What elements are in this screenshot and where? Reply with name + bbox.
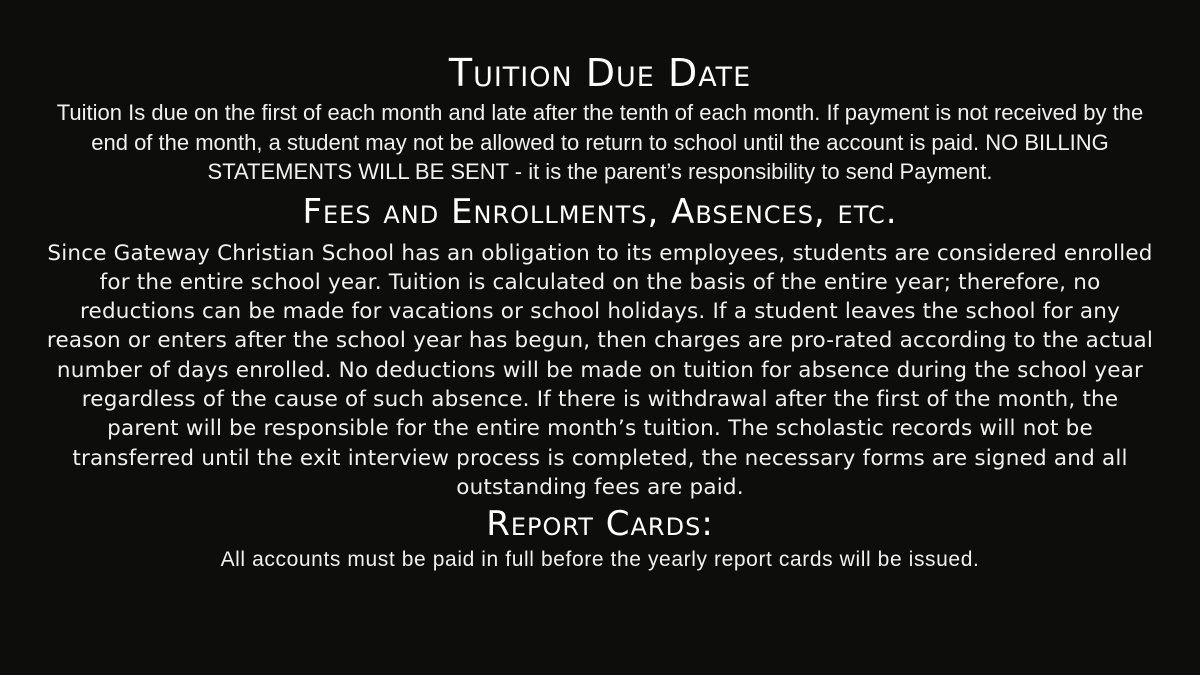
fees-enrollments-heading: Fees and Enrollments, Absences, etc. (302, 191, 898, 232)
tuition-due-date-text (45, 98, 1155, 187)
no-billing-statements-notice: NO BILLING STATEMENTS WILL BE SENT (207, 129, 1109, 184)
report-cards-text: All accounts must be paid in full before the yearly report cards will be issued. (220, 548, 980, 572)
tuition-text-part-2: - it is the parent’s responsibility to send Payment. (508, 159, 993, 184)
tuition-text-part-1: Tuition Is due on the first of each month and late after the tenth of each month. If payment is not received by the end of the month, a student may not be allowed to return to school until the account is paid. (56, 100, 1144, 155)
tuition-due-date-heading: Tuition Due Date (448, 51, 752, 95)
fees-enrollments-text: Since Gateway Christian School has an obligation to its employees, students are considered enrolled for the entire school year. Tuition is calculated on the basis of the entire year; therefore, no reductions can be made for vacations or school holidays. If a student leaves the school for any reason or enters after the school year has begun, then charges are pro-rated according to the actual number of days enrolled. No deductions will be made on tuition for absence during the school year regardless of the cause of such absence. If there is withdrawal after the first of the month, the parent will be responsible for the entire month’s tuition. The scholastic records will not be transferred until the exit interview process is completed, the necessary forms are signed and all outstanding fees are paid. (46, 240, 1154, 500)
report-cards-heading: Report Cards: (486, 504, 714, 545)
